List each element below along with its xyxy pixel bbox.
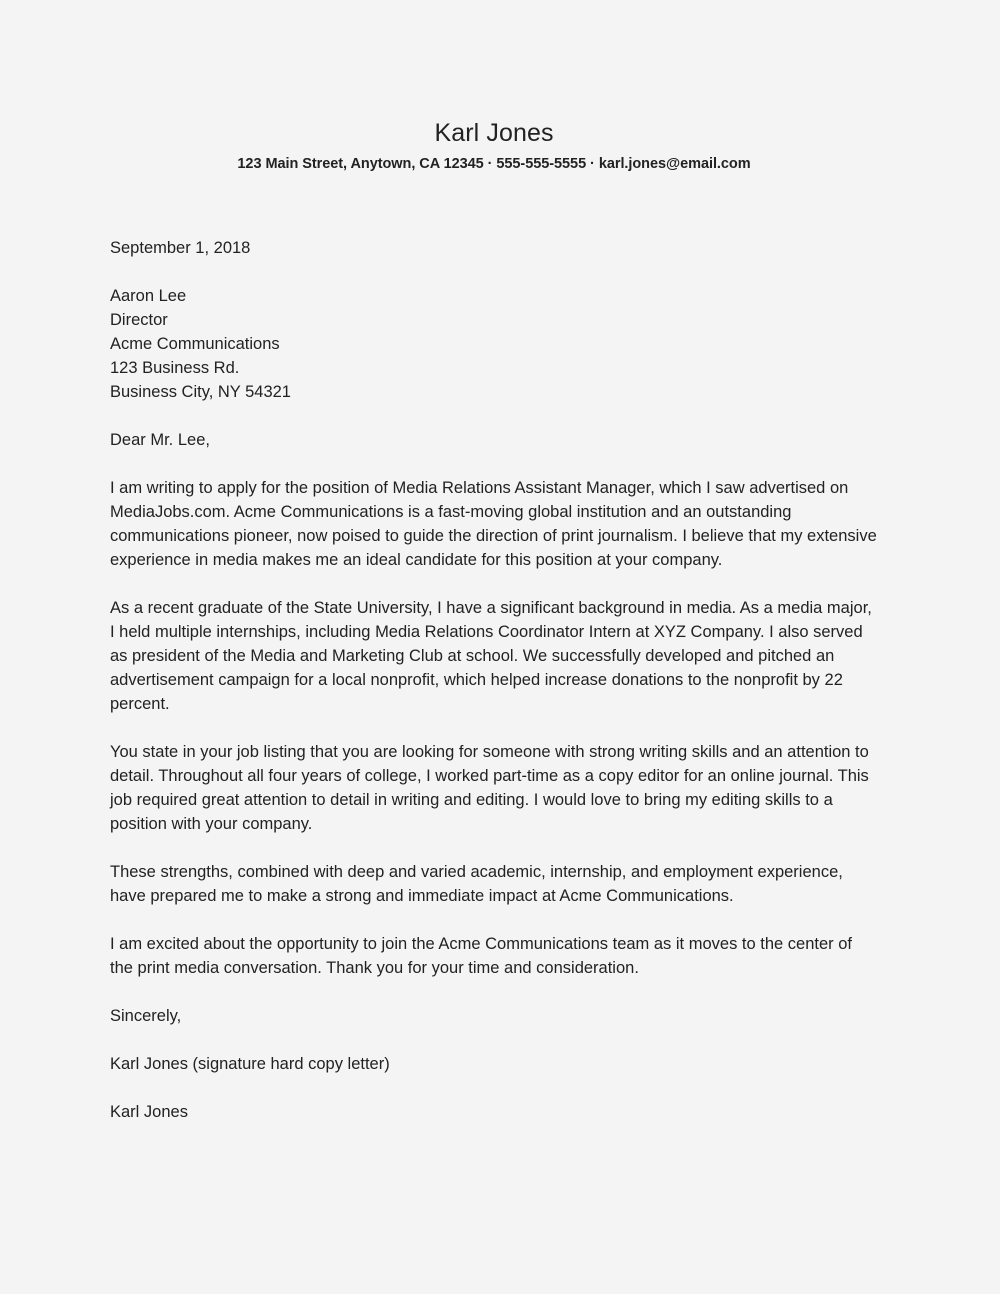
body-paragraph-4: These strengths, combined with deep and varied academic, internship, and employment experience, have prepared me to make a strong and immediate impact at Acme Communications. — [110, 863, 843, 905]
salutation: Dear Mr. Lee, — [110, 431, 210, 449]
body-paragraph-3: You state in your job listing that you are looking for someone with strong writing skills and an attention to detail. Throughout all four years of college, I worked part-time as a copy editor for an online journal. This job required great attention to detail in writing and editing. I would love to bring my editing skills to a position with your company. — [110, 743, 869, 833]
body-paragraph-2: As a recent graduate of the State University, I have a significant background in media. As a media major, I held multiple internships, including Media Relations Coordinator Intern at XYZ Company. I also served as president of the Media and Marketing Club at school. We successfully developed and pitched an advertisement campaign for a local nonprofit, which helped increase donations to the nonprofit by 22 percent. — [110, 599, 872, 713]
body-paragraph-1: I am writing to apply for the position of Media Relations Assistant Manager, which I saw advertised on MediaJobs.com. Acme Communications is a fast-moving global institution and an outstanding communications pioneer, now poised to guide the direction of print journalism. I believe that my extensive experience in media makes me an ideal candidate for this position at your company. — [110, 479, 877, 569]
letterhead — [110, 0, 878, 174]
recipient-address-block — [110, 284, 878, 404]
recipient-street: 123 Business Rd. — [110, 359, 240, 377]
recipient-company: Acme Communications — [110, 335, 280, 353]
signature-note: Karl Jones (signature hard copy letter) — [110, 1055, 390, 1073]
letter-content-column — [110, 0, 878, 1124]
sender-name: Karl Jones — [434, 119, 554, 147]
recipient-title: Director — [110, 311, 168, 329]
letter-body — [110, 236, 878, 1124]
sender-contact-line: 123 Main Street, Anytown, CA 12345 · 555-555-5555 · karl.jones@email.com — [237, 156, 751, 172]
signer-typed-name: Karl Jones — [110, 1103, 188, 1121]
closing-salutation: Sincerely, — [110, 1007, 182, 1025]
recipient-name: Aaron Lee — [110, 287, 187, 305]
letter-date: September 1, 2018 — [110, 239, 251, 257]
body-paragraph-5: I am excited about the opportunity to join the Acme Communications team as it moves to the center of the print media conversation. Thank you for your time and consideration. — [110, 935, 852, 977]
recipient-city-state-zip: Business City, NY 54321 — [110, 383, 291, 401]
